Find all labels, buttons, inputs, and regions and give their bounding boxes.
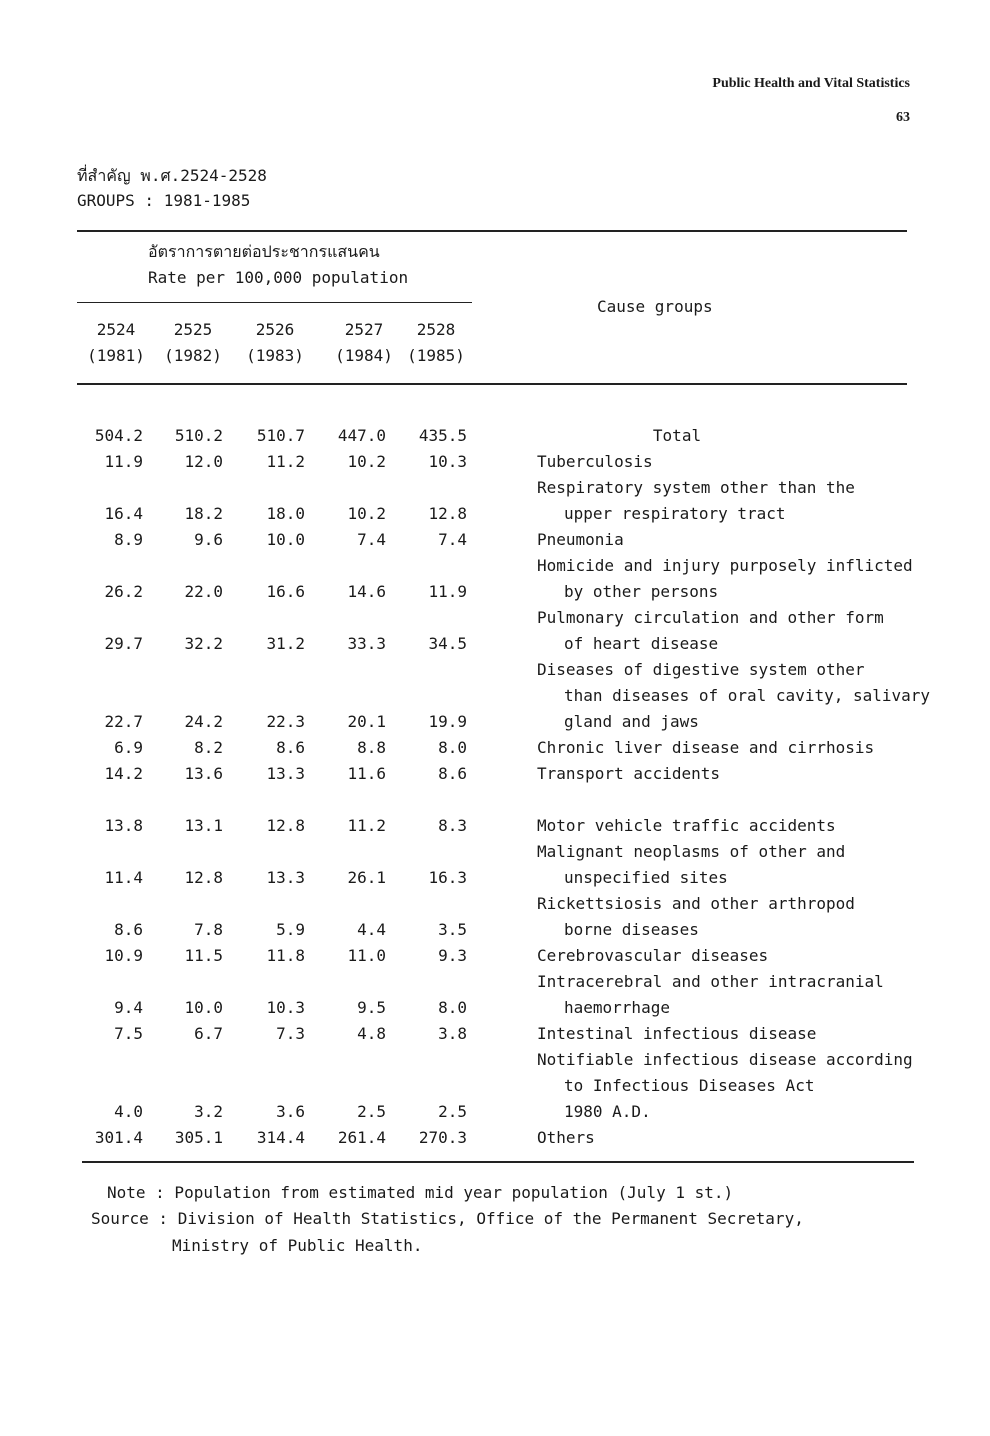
year-header-thai: 2524 [96, 320, 136, 339]
rate-value-cell: 8.0 [438, 998, 467, 1017]
rate-value-cell: 12.8 [428, 504, 467, 523]
rate-value-cell: 20.1 [347, 712, 386, 731]
rate-value-cell: 18.2 [184, 504, 223, 523]
rate-value-cell: 13.1 [184, 816, 223, 835]
rate-value-cell: 13.8 [104, 816, 143, 835]
year-header-ce: (1983) [246, 346, 304, 365]
rate-value-cell: 9.5 [357, 998, 386, 1017]
rate-value-cell: 11.4 [104, 868, 143, 887]
source-footnote: Source : Division of Health Statistics, Office of the Permanent Secretary, [91, 1209, 804, 1228]
rate-value-cell: 10.9 [104, 946, 143, 965]
year-header-ce: (1982) [164, 346, 222, 365]
year-header-ce: (1984) [335, 346, 393, 365]
rate-value-cell: 33.3 [347, 634, 386, 653]
source-footnote-continued: Ministry of Public Health. [172, 1236, 423, 1255]
rate-value-cell: 11.2 [266, 452, 305, 471]
cause-group-label: of heart disease [564, 634, 719, 653]
rate-value-cell: 32.2 [184, 634, 223, 653]
cause-group-label: Intracerebral and other intracranial [537, 972, 884, 991]
cause-group-label: borne diseases [564, 920, 699, 939]
rate-value-cell: 11.8 [266, 946, 305, 965]
rate-value-cell: 435.5 [418, 426, 467, 445]
rate-value-cell: 26.1 [347, 868, 386, 887]
rate-header-english: Rate per 100,000 population [148, 268, 409, 287]
rate-value-cell: 12.8 [266, 816, 305, 835]
rate-value-cell: 11.9 [104, 452, 143, 471]
table-title-thai: ที่สำคัญ พ.ศ.2524-2528 [77, 166, 267, 185]
rate-value-cell: 8.2 [194, 738, 223, 757]
cause-group-label: Pneumonia [537, 530, 624, 549]
year-header-ce: (1981) [87, 346, 145, 365]
year-header-thai: 2526 [255, 320, 295, 339]
rate-value-cell: 26.2 [104, 582, 143, 601]
cause-group-label: Transport accidents [537, 764, 721, 783]
cause-group-label: to Infectious Diseases Act [564, 1076, 815, 1095]
rate-value-cell: 18.0 [266, 504, 305, 523]
rate-value-cell: 4.8 [357, 1024, 386, 1043]
rate-header-thai: อัตราการตายต่อประชากรแสนคน [148, 242, 380, 261]
cause-group-label: by other persons [564, 582, 719, 601]
rate-value-cell: 3.2 [194, 1102, 223, 1121]
rate-value-cell: 8.6 [276, 738, 305, 757]
rate-value-cell: 261.4 [337, 1128, 386, 1147]
cause-group-label: haemorrhage [564, 998, 670, 1017]
rate-value-cell: 34.5 [428, 634, 467, 653]
rate-value-cell: 19.9 [428, 712, 467, 731]
rate-value-cell: 314.4 [256, 1128, 305, 1147]
rate-value-cell: 510.7 [256, 426, 305, 445]
rate-value-cell: 8.9 [114, 530, 143, 549]
rate-value-cell: 9.3 [438, 946, 467, 965]
rate-value-cell: 5.9 [276, 920, 305, 939]
rate-value-cell: 16.6 [266, 582, 305, 601]
rate-value-cell: 4.0 [114, 1102, 143, 1121]
rate-value-cell: 510.2 [174, 426, 223, 445]
rate-value-cell: 22.0 [184, 582, 223, 601]
cause-group-label: gland and jaws [564, 712, 699, 731]
rate-value-cell: 16.3 [428, 868, 467, 887]
rate-value-cell: 7.5 [114, 1024, 143, 1043]
rate-value-cell: 6.7 [194, 1024, 223, 1043]
cause-group-label: than diseases of oral cavity, salivary [564, 686, 931, 705]
cause-group-label: Others [537, 1128, 595, 1147]
rate-value-cell: 13.3 [266, 868, 305, 887]
rate-value-cell: 9.6 [194, 530, 223, 549]
rate-value-cell: 10.0 [266, 530, 305, 549]
cause-group-label: Homicide and injury purposely inflicted [537, 556, 913, 575]
rate-value-cell: 10.2 [347, 504, 386, 523]
cause-group-label: unspecified sites [564, 868, 728, 887]
rate-value-cell: 11.0 [347, 946, 386, 965]
year-header-thai: 2527 [344, 320, 384, 339]
rate-value-cell: 301.4 [94, 1128, 143, 1147]
rate-value-cell: 14.2 [104, 764, 143, 783]
rate-value-cell: 9.4 [114, 998, 143, 1017]
rate-value-cell: 8.8 [357, 738, 386, 757]
rate-value-cell: 7.3 [276, 1024, 305, 1043]
rate-value-cell: 29.7 [104, 634, 143, 653]
rate-value-cell: 12.8 [184, 868, 223, 887]
rate-value-cell: 13.3 [266, 764, 305, 783]
running-header: Public Health and Vital Statistics [712, 76, 910, 91]
year-header-thai: 2528 [416, 320, 456, 339]
rate-value-cell: 3.6 [276, 1102, 305, 1121]
cause-group-label: Intestinal infectious disease [537, 1024, 817, 1043]
rate-value-cell: 10.0 [184, 998, 223, 1017]
rate-value-cell: 14.6 [347, 582, 386, 601]
cause-group-label: Respiratory system other than the [537, 478, 855, 497]
rate-value-cell: 2.5 [357, 1102, 386, 1121]
rate-value-cell: 3.8 [438, 1024, 467, 1043]
cause-group-label: Diseases of digestive system other [537, 660, 865, 679]
year-header-ce: (1985) [407, 346, 465, 365]
table-bottom-rule [82, 1161, 914, 1163]
rate-value-cell: 6.9 [114, 738, 143, 757]
rate-value-cell: 8.6 [438, 764, 467, 783]
rate-value-cell: 7.4 [438, 530, 467, 549]
rate-value-cell: 8.6 [114, 920, 143, 939]
rate-value-cell: 270.3 [418, 1128, 467, 1147]
cause-group-label: Pulmonary circulation and other form [537, 608, 884, 627]
rate-value-cell: 22.3 [266, 712, 305, 731]
page-number: 63 [896, 110, 910, 125]
rate-value-cell: 11.2 [347, 816, 386, 835]
rate-value-cell: 31.2 [266, 634, 305, 653]
rate-value-cell: 447.0 [337, 426, 386, 445]
rate-value-cell: 3.5 [438, 920, 467, 939]
cause-group-label: upper respiratory tract [564, 504, 786, 523]
cause-group-label: 1980 A.D. [564, 1102, 651, 1121]
rate-value-cell: 7.8 [194, 920, 223, 939]
cause-group-label: Malignant neoplasms of other and [537, 842, 846, 861]
year-header-thai: 2525 [173, 320, 213, 339]
rate-value-cell: 11.6 [347, 764, 386, 783]
rate-value-cell: 10.2 [347, 452, 386, 471]
rate-value-cell: 305.1 [174, 1128, 223, 1147]
rate-value-cell: 24.2 [184, 712, 223, 731]
cause-group-label: Total [652, 426, 702, 445]
rate-value-cell: 8.0 [438, 738, 467, 757]
rate-value-cell: 13.6 [184, 764, 223, 783]
note-footnote: Note : Population from estimated mid year population (July 1 st.) [107, 1183, 734, 1202]
rate-value-cell: 11.9 [428, 582, 467, 601]
rate-value-cell: 10.3 [428, 452, 467, 471]
cause-group-label: Rickettsiosis and other arthropod [537, 894, 855, 913]
rate-value-cell: 7.4 [357, 530, 386, 549]
cause-group-label: Cerebrovascular diseases [537, 946, 769, 965]
rate-value-cell: 22.7 [104, 712, 143, 731]
rate-value-cell: 504.2 [94, 426, 143, 445]
cause-group-label: Chronic liver disease and cirrhosis [537, 738, 875, 757]
rate-value-cell: 12.0 [184, 452, 223, 471]
rate-value-cell: 11.5 [184, 946, 223, 965]
rate-value-cell: 2.5 [438, 1102, 467, 1121]
cause-group-label: Notifiable infectious disease according [537, 1050, 913, 1069]
table-title-english: GROUPS : 1981-1985 [77, 191, 251, 210]
rate-value-cell: 8.3 [438, 816, 467, 835]
rate-value-cell: 4.4 [357, 920, 386, 939]
cause-groups-header: Cause groups [597, 297, 713, 316]
cause-group-label: Motor vehicle traffic accidents [537, 816, 836, 835]
cause-group-label: Tuberculosis [537, 452, 653, 471]
rate-value-cell: 10.3 [266, 998, 305, 1017]
rate-value-cell: 16.4 [104, 504, 143, 523]
